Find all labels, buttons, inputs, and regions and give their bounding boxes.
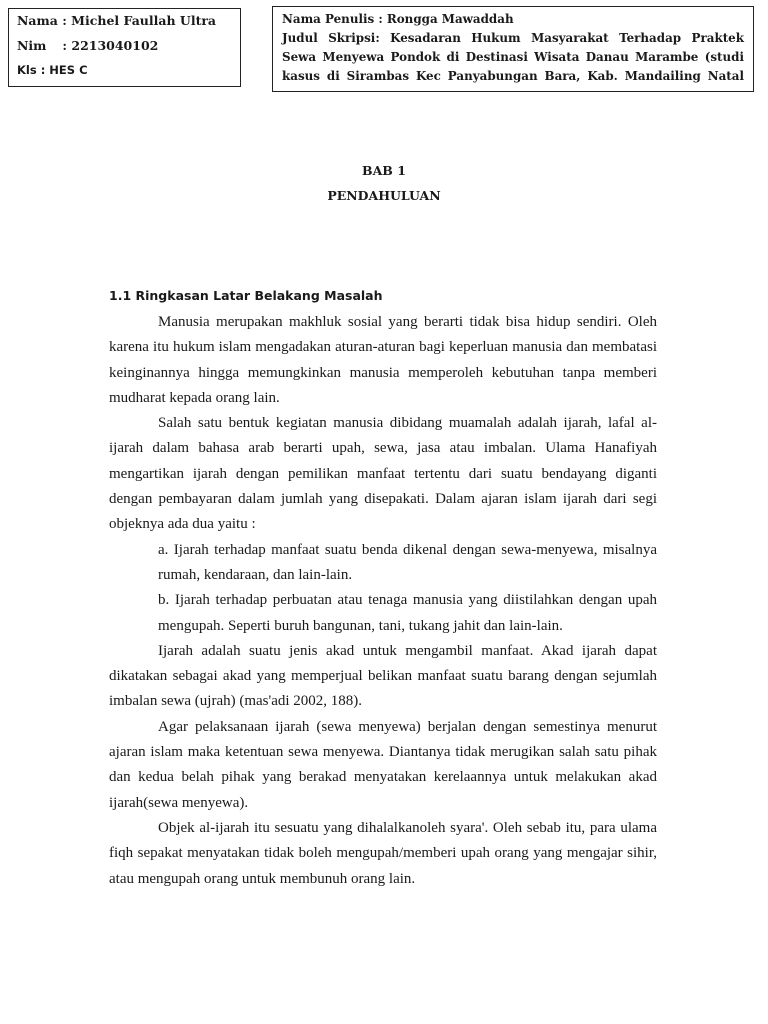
nim-label: Nim xyxy=(17,38,47,53)
paragraph-5: Objek al-ijarah itu sesuatu yang dihalalkanoleh syara'. Oleh sebab itu, para ulama fiqh sepakat menyatakan tidak boleh mengupah/memberi upah orang yang mengajar sihir, atau mengupah orang untuk membunuh orang lain. xyxy=(109,819,657,887)
paragraph-2: Salah satu bentuk kegiatan manusia dibidang muamalah adalah ijarah, lafal al-ijarah dalam bahasa arab berarti upah, sewa, jasa atau imbalan. Ulama Hanafiyah mengartikan ijarah dengan pemilikan manfaat tertentu dari suatu bendayang diganti dengan pembayaran dalam jumlah yang disepakati. Dalam ajaran islam ijarah dari segi objeknya ada dua yaitu : xyxy=(109,415,657,533)
nim-value: : 2213040102 xyxy=(62,38,159,53)
list-item-b: b. Ijarah terhadap perbuatan atau tenaga manusia yang diistilahkan dengan upah mengupah. Seperti buruh bangunan, tani, tukang jahit dan lain-lain. xyxy=(158,592,657,634)
thesis-title-line-3: kasus di Sirambas Kec Panyabungan Bara, Kab. Mandailing Natal xyxy=(282,69,744,83)
paragraph-4: Agar pelaksanaan ijarah (sewa menyewa) berjalan dengan semestinya menurut ajaran islam maka ketentuan sewa menyewa. Diantanya tidak merugikan salah satu pihak dan kedua belah pihak yang berakad menyatakan kerelaannya untuk melakukan akad ijarah(sewa menyewa). xyxy=(109,718,657,811)
thesis-title-line-2: Sewa Menyewa Pondok di Destinasi Wisata Danau Marambe (studi xyxy=(282,50,744,64)
section-heading: 1.1 Ringkasan Latar Belakang Masalah xyxy=(109,288,383,303)
thesis-title-line-1: Judul Skripsi: Kesadaran Hukum Masyarakat Terhadap Praktek xyxy=(282,31,744,45)
chapter-number: BAB 1 xyxy=(362,163,406,178)
thesis-info-box xyxy=(272,6,754,92)
author-name: Nama Penulis : Rongga Mawaddah xyxy=(282,12,514,26)
section-body xyxy=(109,310,657,892)
paragraph-3: Ijarah adalah suatu jenis akad untuk mengambil manfaat. Akad ijarah dapat dikatakan sebagai akad yang memperjual belikan manfaat suatu barang dengan sejumlah imbalan sewa (ujrah) (mas'adi 2002, 188). xyxy=(109,642,657,710)
student-info-box xyxy=(8,8,241,87)
list-item-a: a. Ijarah terhadap manfaat suatu benda dikenal dengan sewa-menyewa, misalnya rumah, kendaraan, dan lain-lain. xyxy=(158,541,657,583)
student-name: Nama : Michel Faullah Ultra xyxy=(17,13,217,28)
student-class: Kls : HES C xyxy=(17,63,88,77)
student-nim xyxy=(17,37,232,54)
chapter-title: PENDAHULUAN xyxy=(327,188,441,203)
paragraph-1: Manusia merupakan makhluk sosial yang berarti tidak bisa hidup sendiri. Oleh karena itu hukum islam mengadakan aturan-aturan bagi keperluan manusia dan membatasi keinginannya hingga memungkinkan manusia memperoleh kebutuhan tanpa memberi mudharat kepada orang lain. xyxy=(109,314,657,406)
